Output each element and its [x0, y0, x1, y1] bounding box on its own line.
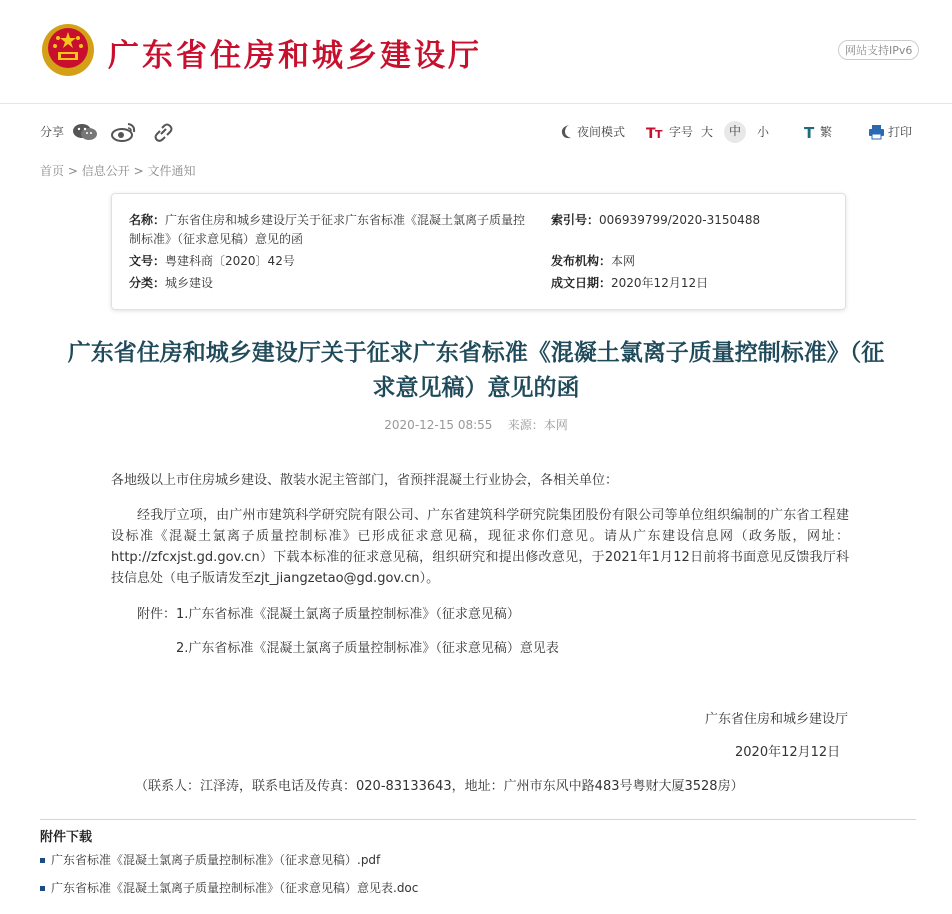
- article-title-line-1: 广东省住房和城乡建设厅关于征求广东省标准《混凝土氯离子质量控制标准》（征: [67, 340, 885, 366]
- contact-info: （联系人：江泽涛，联系电话及传真：020-83133643，地址：广州市东风中路483号粤财大厦3528房）: [135, 779, 744, 794]
- downloads-title: 附件下载: [40, 830, 93, 845]
- link-icon[interactable]: [152, 122, 174, 142]
- svg-text:T: T: [646, 126, 656, 140]
- info-name-label: 名称：: [129, 213, 166, 227]
- download-link-doc[interactable]: [40, 879, 418, 896]
- download-link-pdf[interactable]: [40, 851, 380, 868]
- info-doc-no: [129, 252, 295, 271]
- font-size-label: 字号: [669, 125, 694, 139]
- info-index-value: 006939799/2020-3150488: [599, 213, 761, 227]
- bullet-icon: [40, 858, 45, 863]
- info-name-value-cont: 制标准》（征求意见稿）意见的函: [129, 232, 304, 246]
- salutation: 各地级以上市住房城乡建设、散装水泥主管部门，省预拌混凝土行业协会，各相关单位：: [111, 473, 619, 488]
- info-index: [551, 211, 760, 230]
- article-datetime: 2020-12-15 08:55: [384, 418, 493, 432]
- info-doc-no-value: 粤建科商〔2020〕42号: [165, 254, 295, 268]
- national-emblem-icon: [40, 22, 96, 78]
- info-index-label: 索引号：: [551, 213, 600, 227]
- body-paragraph: 经我厅立项，由广州市建筑科学研究院有限公司、广东省建筑科学研究院集团股份有限公司等单位组织编制的广东省工程建设标准《混凝土氯离子质量控制标准》已形成征求意见稿，现征求你们意见。请从广东建设信息网（政务版，网址：http://zfcxjst.gd.gov.cn）下载本标准的征求意见稿，组织研究和提出修改意见，于2021年1月12日前将书面意见反馈我厅科技信息处（电子版请发至zjt_jiangzetao@gd.gov.cn）。: [111, 508, 849, 586]
- info-name-value: 广东省住房和城乡建设厅关于征求广东省标准《混凝土氯离子质量控: [165, 213, 526, 227]
- night-mode-button[interactable]: 夜间模式: [577, 125, 626, 139]
- site-title[interactable]: 广东省住房和城乡建设厅: [108, 38, 482, 74]
- font-size-icon: [646, 124, 666, 140]
- divider: [40, 819, 916, 820]
- info-date-value: 2020年12月12日: [611, 276, 709, 290]
- info-category-value: 城乡建设: [165, 276, 214, 290]
- download-link-label[interactable]: 广东省标准《混凝土氯离子质量控制标准》（征求意见稿）.pdf: [51, 853, 381, 867]
- svg-text:T: T: [655, 128, 663, 140]
- breadcrumb-info[interactable]: 信息公开: [81, 164, 130, 178]
- breadcrumb: [40, 162, 195, 179]
- info-date-label: 成文日期：: [551, 276, 612, 290]
- font-medium-button[interactable]: 中: [724, 121, 746, 143]
- article-meta: [0, 416, 952, 433]
- info-date: [551, 274, 708, 293]
- article-title-line-2: 求意见稿）意见的函: [372, 375, 580, 401]
- info-publisher-label: 发布机构：: [551, 254, 612, 268]
- info-doc-no-label: 文号：: [129, 254, 166, 268]
- breadcrumb-separator: >: [67, 164, 78, 178]
- print-icon[interactable]: [868, 124, 885, 140]
- info-name: [129, 211, 549, 249]
- font-large-button[interactable]: 大: [701, 125, 714, 139]
- document-info-box: [111, 193, 846, 310]
- info-category-label: 分类：: [129, 276, 166, 290]
- article-source: 来源：本网: [507, 418, 568, 432]
- article-title: [40, 336, 912, 406]
- share-label: 分享: [40, 125, 65, 139]
- font-small-button[interactable]: 小: [757, 125, 770, 139]
- breadcrumb-separator: >: [133, 164, 144, 178]
- ipv6-badge: 网站支持IPv6: [838, 40, 919, 60]
- info-category: [129, 274, 213, 293]
- svg-text:T: T: [804, 124, 815, 140]
- bullet-icon: [40, 886, 45, 891]
- breadcrumb-home[interactable]: 首页: [40, 164, 65, 178]
- weibo-icon[interactable]: [111, 122, 137, 142]
- signature-date: 2020年12月12日: [735, 745, 841, 760]
- info-publisher-value: 本网: [611, 254, 636, 268]
- signature-org: 广东省住房和城乡建设厅: [705, 712, 849, 727]
- wechat-icon[interactable]: [72, 122, 98, 142]
- download-link-label[interactable]: 广东省标准《混凝土氯离子质量控制标准》（征求意见稿）意见表.doc: [51, 881, 419, 895]
- breadcrumb-notice[interactable]: 文件通知: [147, 164, 196, 178]
- attachment-line-1: 附件：1.广东省标准《混凝土氯离子质量控制标准》（征求意见稿）: [137, 607, 520, 622]
- traditional-button[interactable]: 繁: [820, 125, 833, 139]
- attachment-line-2: 2.广东省标准《混凝土氯离子质量控制标准》（征求意见稿）意见表: [176, 641, 559, 656]
- moon-icon[interactable]: [559, 124, 573, 140]
- site-header: [0, 0, 952, 104]
- toolbar: [0, 122, 952, 142]
- traditional-chinese-icon: [803, 124, 819, 140]
- info-publisher: [551, 252, 635, 271]
- print-button[interactable]: 打印: [888, 125, 913, 139]
